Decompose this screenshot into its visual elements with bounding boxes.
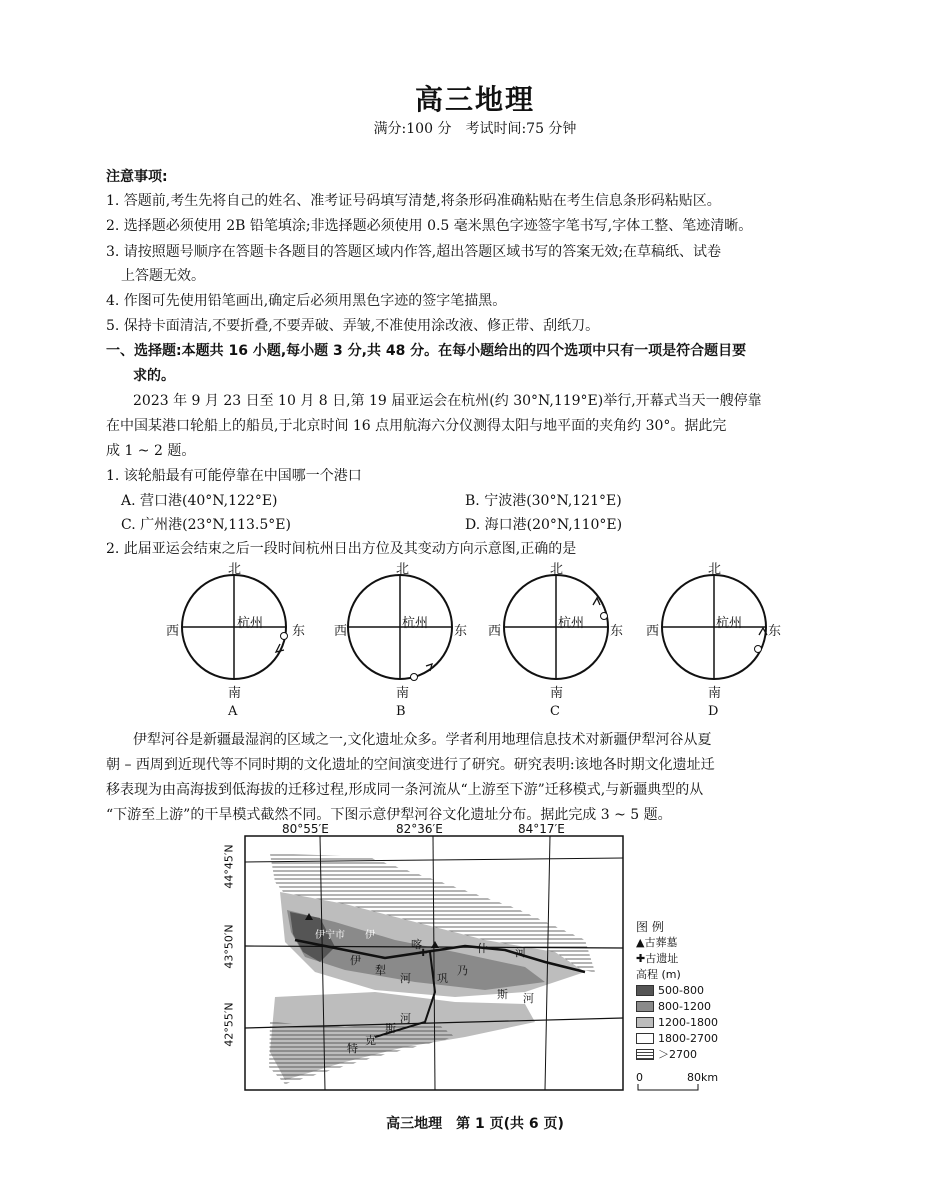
river-label: 犁 xyxy=(375,964,386,977)
river-label: 河 xyxy=(400,1012,411,1025)
scale-line xyxy=(636,1084,706,1092)
river-label: 克 xyxy=(365,1034,376,1047)
option-letter: C xyxy=(550,704,560,719)
east-label: 东 xyxy=(454,624,468,639)
legend-elev-row xyxy=(636,1014,718,1030)
map-graphic xyxy=(222,822,645,1102)
legend-elev-row xyxy=(636,1046,718,1062)
river-label: 什 xyxy=(477,942,488,955)
q1-option-d[interactable]: D. 海口港(20°N,110°E) xyxy=(465,517,623,533)
north-label: 北 xyxy=(708,562,722,577)
q1-option-c[interactable]: C. 广州港(23°N,113.5°E) xyxy=(121,517,291,533)
option-letter: D xyxy=(708,704,719,719)
compass-option-a[interactable] xyxy=(164,558,320,720)
passage-1-line: 2023 年 9 月 23 日至 10 月 8 日,第 19 届亚运会在杭州(约 30°N,119°E)举行,开幕式当天一艘停靠 xyxy=(133,393,762,409)
east-label: 东 xyxy=(610,624,624,639)
legend-site: ✚古遗址 xyxy=(636,952,679,965)
south-label: 南 xyxy=(708,686,722,701)
river-label: 斯 xyxy=(497,988,508,1001)
river-label: 特 xyxy=(347,1042,358,1055)
longitude-label: 82°36′E xyxy=(396,822,443,836)
exam-info: 满分:100 分 考试时间:75 分钟 xyxy=(373,121,577,137)
swatch xyxy=(636,985,654,996)
legend-elev-row xyxy=(636,1030,718,1046)
compass-option-c[interactable] xyxy=(486,558,642,720)
notice-item: 4. 作图可先使用铅笔画出,确定后必须用黑色字迹的签字笔描黑。 xyxy=(106,293,507,309)
legend-label: 500-800 xyxy=(658,983,704,997)
q1-option-b[interactable]: B. 宁波港(30°N,121°E) xyxy=(465,493,622,509)
option-letter: B xyxy=(396,704,406,719)
longitude-label: 80°55′E xyxy=(282,822,329,836)
question-2-stem: 2. 此届亚运会结束之后一段时间杭州日出方位及其变动方向示意图,正确的是 xyxy=(106,541,577,557)
east-label: 东 xyxy=(768,624,782,639)
ili-valley-map xyxy=(222,822,645,1102)
map-legend xyxy=(636,918,718,1092)
latitude-label: 42°55′N xyxy=(222,1002,236,1047)
legend-label: 1200-1800 xyxy=(658,1015,718,1029)
passage-2-line: 移表现为由高海拔到低海拔的迁移过程,形成同一条河流从“上游至下游”迁移模式,与新疆典型的从 xyxy=(106,782,704,798)
notice-item: 2. 选择题必须使用 2B 铅笔填涂;非选择题必须使用 0.5 毫米黑色字迹签字笔书写,字体工整、笔迹清晰。 xyxy=(106,218,753,234)
passage-2-line: 伊犁河谷是新疆最湿润的区域之一,文化遗址众多。学者利用地理信息技术对新疆伊犁河谷从夏 xyxy=(133,732,712,748)
city-label: 伊宁市 xyxy=(315,930,345,941)
section-heading: 一、选择题:本题共 16 小题,每小题 3 分,共 48 分。在每小题给出的四个选项中只有一项是符合题目要 xyxy=(106,343,747,359)
legend-label: 1800-2700 xyxy=(658,1031,718,1045)
north-label: 北 xyxy=(228,562,242,577)
scale-bar xyxy=(636,1070,718,1084)
river-label: 伊 xyxy=(350,954,361,967)
north-label: 北 xyxy=(550,562,564,577)
river-label: 斯 xyxy=(385,1022,396,1035)
notice-item: 1. 答题前,考生先将自己的姓名、准考证号码填写清楚,将条形码准确粘贴在考生信息条形码粘贴区。 xyxy=(106,193,721,209)
center-label: 杭州 xyxy=(237,616,264,631)
page-title: 高三地理 xyxy=(414,83,535,116)
notice-item: 5. 保持卡面清洁,不要折叠,不要弄破、弄皱,不准使用涂改液、修正带、刮纸刀。 xyxy=(106,318,600,334)
river-label: 河 xyxy=(400,972,411,985)
passage-2-line: “下游至上游”的干旱模式截然不同。下图示意伊犁河谷文化遗址分布。据此完成 3 ~ 5 题。 xyxy=(106,807,672,823)
center-label: 杭州 xyxy=(716,616,743,631)
west-label: 西 xyxy=(334,624,348,639)
legend-elev-row xyxy=(636,998,718,1014)
scale-label: 80km xyxy=(687,1070,719,1084)
legend-title: 图 例 xyxy=(636,919,664,934)
center-label: 杭州 xyxy=(402,616,429,631)
scale-zero: 0 xyxy=(636,1070,643,1084)
legend-tomb: ▲古葬墓 xyxy=(636,936,678,949)
compass-option-d[interactable] xyxy=(644,558,800,720)
south-label: 南 xyxy=(396,686,410,701)
south-label: 南 xyxy=(228,686,242,701)
swatch xyxy=(636,1001,654,1012)
swatch xyxy=(636,1049,654,1060)
river-label: 河 xyxy=(523,992,534,1005)
notice-heading: 注意事项: xyxy=(106,169,168,185)
legend-label: 800-1200 xyxy=(658,999,711,1013)
notice-item: 上答题无效。 xyxy=(121,268,205,284)
legend-elev-row xyxy=(636,982,718,998)
passage-1-line: 在中国某港口轮船上的船员,于北京时间 16 点用航海六分仪测得太阳与地平面的夹角约 30°。据此完 xyxy=(106,418,727,434)
river-label: 伊 xyxy=(365,930,375,941)
center-label: 杭州 xyxy=(558,616,585,631)
latitude-label: 43°50′N xyxy=(222,924,236,969)
south-label: 南 xyxy=(550,686,564,701)
latitude-label: 44°45′N xyxy=(222,844,236,889)
page-footer: 高三地理 第 1 页(共 6 页) xyxy=(386,1116,564,1132)
q1-option-a[interactable]: A. 营口港(40°N,122°E) xyxy=(121,493,278,509)
swatch xyxy=(636,1033,654,1044)
west-label: 西 xyxy=(488,624,502,639)
river-label: 巩 xyxy=(437,972,448,985)
option-letter: A xyxy=(228,704,238,719)
section-heading-cont: 求的。 xyxy=(133,368,175,384)
river-label: 乃 xyxy=(457,964,468,977)
legend-elevation-title: 高程 (m) xyxy=(636,968,681,981)
passage-1-line: 成 1 ~ 2 题。 xyxy=(106,443,196,459)
river-label: 河 xyxy=(515,946,526,959)
swatch xyxy=(636,1017,654,1028)
compass-option-b[interactable] xyxy=(332,558,488,720)
east-label: 东 xyxy=(292,624,306,639)
legend-label: ＞2700 xyxy=(658,1048,697,1061)
notice-item: 3. 请按照题号顺序在答题卡各题目的答题区域内作答,超出答题区域书写的答案无效;在草稿纸、试卷 xyxy=(106,244,721,260)
svg-text:✚: ✚ xyxy=(419,948,428,959)
longitude-label: 84°17′E xyxy=(518,822,565,836)
west-label: 西 xyxy=(646,624,660,639)
river-label: 喀 xyxy=(411,938,422,951)
west-label: 西 xyxy=(166,624,180,639)
north-label: 北 xyxy=(396,562,410,577)
passage-2-line: 朝 – 西周到近现代等不同时期的文化遗址的空间演变进行了研究。研究表明:该地各时期文化遗址迁 xyxy=(106,757,715,773)
question-1-stem: 1. 该轮船最有可能停靠在中国哪一个港口 xyxy=(106,468,362,484)
